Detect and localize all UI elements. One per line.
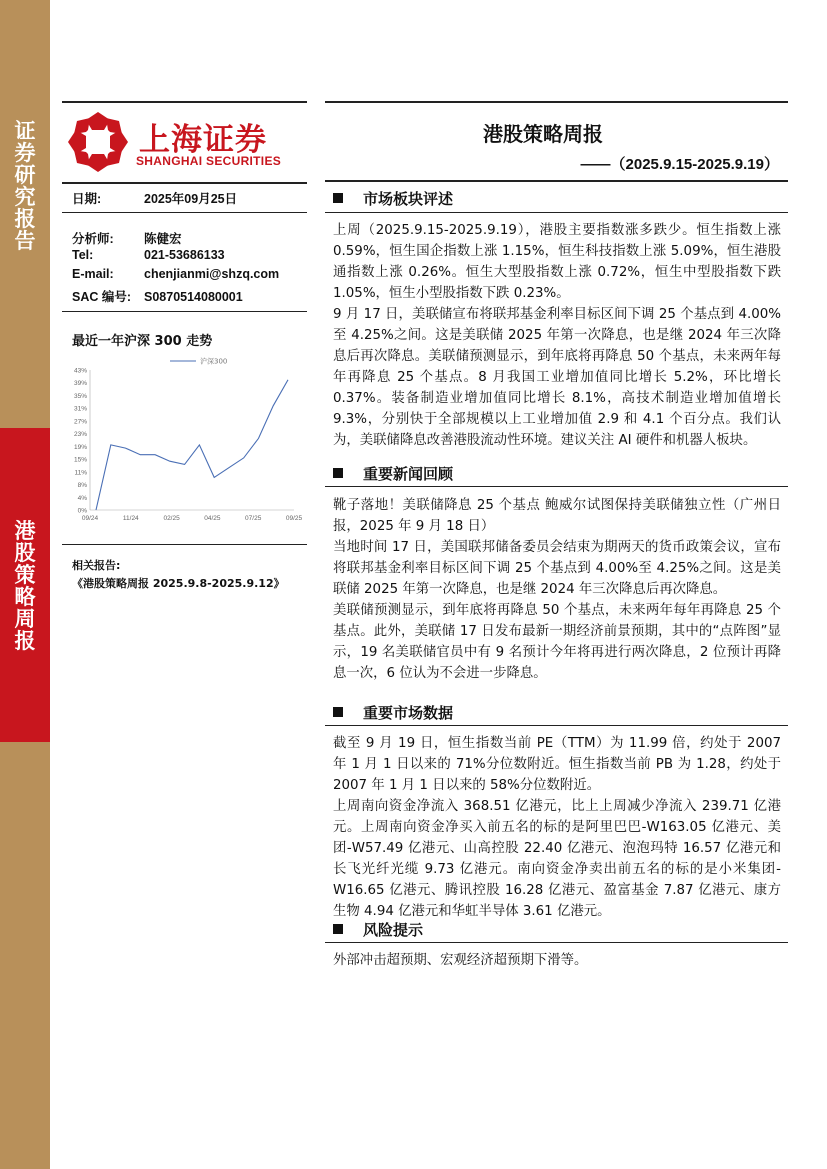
paragraph: 当地时间 17 日，美国联邦储备委员会结束为期两天的货币政策会议，宣布将联邦基金利率目标区间下调 25 个基点到 4.00%至 4.25%之间。这是美联储 2025 年第一次降息，也是继 2024 年三次降息后再次降息。 <box>333 540 781 597</box>
email-row <box>72 267 279 281</box>
y-tick-label: 39% <box>73 380 87 388</box>
y-tick-label: 15% <box>73 456 87 464</box>
section-body-market <box>333 220 781 451</box>
y-tick-label: 8% <box>77 482 87 490</box>
paragraph: 上周南向资金净流入 368.51 亿港元，比上上周减少净流入 239.71 亿港元。上周南向资金净买入前五名的标的是阿里巴巴-W163.05 亿港元、美团-W57.49 亿港元、山高控股 22.40 亿港元、泡泡玛特 16.57 亿港元和长飞光纤光缆 9.73 亿港元。南向资金净卖出前五名的标的是小米集团-W16.65 亿港元、腾讯控股 16.28 亿港元、盈富基金 7.87 亿港元、康方生物 4.94 亿港元和华虹半导体 3.61 亿港元。 <box>333 799 781 919</box>
rule-sac <box>62 311 307 312</box>
rule-chart <box>62 544 307 545</box>
paragraph: 美联储预测显示，到年底将再降息 50 个基点，未来两年每年再降息 25 个基点。此外，美联储 17 日发布最新一期经济前景预期，其中的“点阵图”显示，19 名美联储官员中有 9 名预计今年将再进行两次降息，2 位预计再降息一次，6 位认为不会进一步降息。 <box>333 603 781 681</box>
rule-section-news <box>325 486 788 487</box>
section-heading-news <box>333 463 453 484</box>
date-value: 2025年09月25日 <box>144 192 238 206</box>
sidebar-char: 策 <box>14 563 36 587</box>
bullet-square-icon <box>333 468 343 478</box>
y-tick-label: 31% <box>73 405 87 413</box>
date-label: 日期: <box>72 192 102 206</box>
sac-label: SAC 编号: <box>72 290 132 304</box>
sidebar-char: 略 <box>14 585 36 609</box>
rule-section-market <box>325 212 788 213</box>
paragraph: 上周（2025.9.15-2025.9.19），港股主要指数涨多跌少。恒生指数上涨 0.59%，恒生国企指数上涨 1.15%，恒生科技指数上涨 5.09%，恒生港股通指数上涨 0.26%。恒生大型股指数上涨 0.72%，恒生中型股指数下跌 1.05%，恒生小型股指数下跌 0.23%。 <box>333 223 781 301</box>
analyst-row <box>72 229 182 247</box>
tel-row <box>72 248 225 262</box>
paragraph: 截至 9 月 19 日，恒生指数当前 PE（TTM）为 11.99 倍，约处于 2007 年 1 月 1 日以来的 71%分位数附近。恒生指数当前 PB 为 1.28，约处于 2007 年 1 月 1 日以来的 58%分位数附近。 <box>333 736 781 793</box>
tel-label: Tel: <box>72 248 94 262</box>
sidebar-char: 周 <box>14 607 36 631</box>
series-line-hs300 <box>96 380 288 510</box>
rule-info <box>62 212 307 213</box>
report-title: 港股策略周报 <box>483 122 603 146</box>
x-tick-label: 09/24 <box>81 515 99 522</box>
section-heading-text: 市场板块评述 <box>363 190 454 208</box>
report-period: ——（2025.9.15-2025.9.19） <box>580 156 779 173</box>
legend-label: 沪深300 <box>200 357 228 366</box>
section-heading-text: 风险提示 <box>363 921 424 939</box>
section-body-news <box>333 495 781 684</box>
sidebar-char: 报 <box>14 629 36 653</box>
logo-emblem-icon <box>66 110 130 174</box>
section-heading-data <box>333 702 453 723</box>
x-tick-label: 11/24 <box>122 515 139 522</box>
y-tick-label: 23% <box>73 431 87 439</box>
x-tick-label: 04/25 <box>204 515 221 522</box>
sidebar-report-series <box>0 520 50 652</box>
hs300-trend-chart <box>66 350 306 522</box>
section-heading-text: 重要新闻回顾 <box>363 465 454 483</box>
sidebar-char: 券 <box>14 141 36 165</box>
logo-english-name: SHANGHAI SECURITIES <box>136 154 282 168</box>
bullet-square-icon <box>333 707 343 717</box>
email-label: E-mail: <box>72 267 114 281</box>
tel-value: 021-53686133 <box>144 248 225 262</box>
chart-title: 最近一年沪深 300 走势 <box>72 334 213 349</box>
bullet-square-icon <box>333 924 343 934</box>
rule-left-header <box>62 182 307 184</box>
y-tick-label: 0% <box>77 507 87 515</box>
x-tick-label: 09/25 <box>285 515 303 522</box>
sidebar-report-type <box>0 120 50 252</box>
section-heading-market <box>333 188 453 209</box>
analyst-value: 陈健宏 <box>144 232 182 246</box>
rule-right-top <box>325 101 788 103</box>
email-value[interactable]: chenjianmi@shzq.com <box>144 267 280 281</box>
rule-section-data <box>325 725 788 726</box>
x-tick-label: 07/25 <box>245 515 262 522</box>
y-tick-label: 27% <box>73 418 87 426</box>
y-tick-label: 11% <box>74 469 87 477</box>
sac-value: S0870514080001 <box>144 290 243 304</box>
rule-left-top <box>62 101 307 103</box>
paragraph: 外部冲击超预期、宏观经济超预期下滑等。 <box>333 953 588 968</box>
related-reports-heading: 相关报告: <box>72 559 121 572</box>
bullet-square-icon <box>333 193 343 203</box>
date-row <box>72 189 237 207</box>
x-tick-label: 02/25 <box>163 515 180 522</box>
sidebar-char: 报 <box>14 207 36 231</box>
sac-row <box>72 287 243 305</box>
sidebar-char: 港 <box>14 519 36 543</box>
y-tick-label: 43% <box>73 367 87 375</box>
y-tick-label: 19% <box>73 443 87 451</box>
section-heading-text: 重要市场数据 <box>363 704 454 722</box>
related-report-link[interactable]: 《港股策略周报 2025.9.8-2025.9.12》 <box>72 577 285 590</box>
sidebar-char: 研 <box>14 163 36 187</box>
section-heading-risk <box>333 919 423 940</box>
section-body-risk <box>333 950 781 971</box>
rule-section-risk <box>325 942 788 943</box>
sidebar-char: 告 <box>14 229 36 253</box>
rule-right-header <box>325 180 788 182</box>
section-body-data <box>333 733 781 922</box>
logo-chinese-name: 上海证券 <box>139 122 267 158</box>
y-tick-label: 35% <box>73 392 87 400</box>
y-tick-label: 4% <box>77 494 87 502</box>
sidebar-char: 证 <box>14 119 36 143</box>
company-logo <box>64 104 308 180</box>
analyst-label: 分析师: <box>72 232 114 246</box>
sidebar-char: 究 <box>14 185 36 209</box>
sidebar-char: 股 <box>14 541 36 565</box>
paragraph: 9 月 17 日，美联储宣布将联邦基金利率目标区间下调 25 个基点到 4.00%至 4.25%之间。这是美联储 2025 年第一次降息，也是继 2024 年三次降息后再次降息。美联储预测显示，到年底将再降息 50 个基点，未来两年每年再降息 25 个基点。8 月我国工业增加值同比增长 5.2%，环比增长 0.37%。装备制造业增加值同比增长 8.1%，高技术制造业增加值增长 9.3%，分别快于全部规模以上工业增加值 2.9 和 4.1 个百分点。我们认为，美联储降息改善港股流动性环境。建议关注 AI 硬件和机器人板块。 <box>333 307 781 448</box>
paragraph: 靴子落地！美联储降息 25 个基点 鲍威尔试图保持美联储独立性（广州日报，2025 年 9 月 18 日） <box>333 498 781 534</box>
